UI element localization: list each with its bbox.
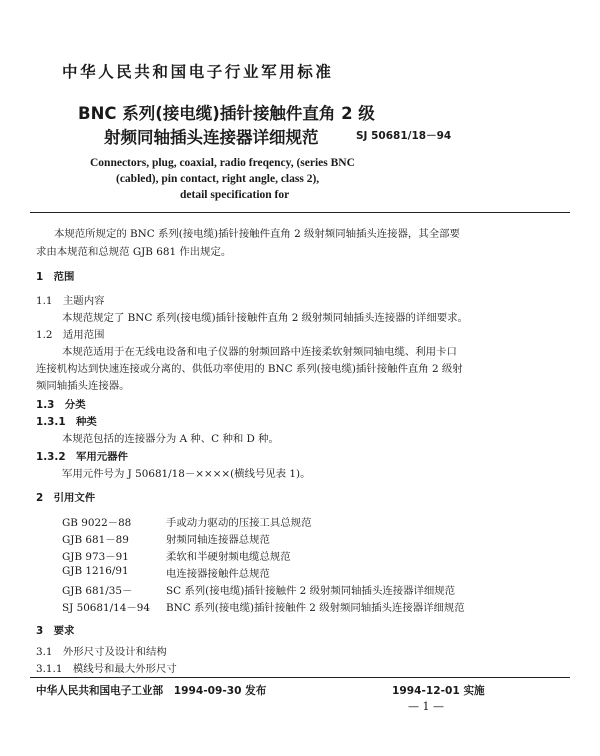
section-1-2-line-1: 本规范适用于在无线电设备和电子仪器的射频回路中连接柔软射频同轴电缆、利用卡口 [62,346,457,358]
ref-title: 手或动力驱动的压接工具总规范 [166,517,312,529]
intro-line-1: 本规范所规定的 BNC 系列(接电缆)插针接触件直角 2 级射频同轴插头连接器，其全部要 [54,228,460,240]
section-1-1-text: 本规范规定了 BNC 系列(接电缆)插针接触件直角 2 级射频同轴插头连接器的详细要求。 [62,312,468,324]
ref-code: GJB 681/35－ [62,585,133,597]
ref-title: 电连接器接触件总规范 [166,568,270,580]
standard-code: SJ 50681/18－94 [356,130,452,142]
section-1-3-1-text: 本规范包括的连接器分为 A 种、C 种和 D 种。 [62,433,279,445]
english-title-line-2: (cabled), pin contact, right angle, class 2), [116,173,320,185]
title-line-2: 射频同轴插头连接器详细规范 [104,128,319,147]
bottom-divider [30,677,570,678]
intro-line-2: 求由本规范和总规范 GJB 681 作出规定。 [36,246,232,258]
ref-code: GJB 1216/91 [62,565,129,577]
top-divider [30,212,570,213]
section-3-1-heading: 3.1 外形尺寸及设计和结构 [36,646,167,658]
issue-date: 中华人民共和国电子工业部 1994-09-30 发布 [36,685,267,697]
industry-standard-header: 中华人民共和国电子行业军用标准 [62,63,334,81]
section-1-2-line-2: 连接机构达到快速连接或分离的、供低功率使用的 BNC 系列(接电缆)插针接触件直角 2 级射 [36,363,463,375]
section-1-3-2-text: 军用元件号为 J 50681/18－××××(横线号见表 1)。 [62,468,311,480]
ref-title: SC 系列(接电缆)插针接触件 2 级射频同轴插头连接器详细规范 [166,585,456,597]
section-3-1-1-heading: 3.1.1 模线号和最大外形尺寸 [36,663,177,675]
ref-code: SJ 50681/14－94 [62,602,150,614]
ref-code: GB 9022－88 [62,517,132,529]
title-line-1: BNC 系列(接电缆)插针接触件直角 2 级 [78,104,375,123]
section-1-1-heading: 1.1 主题内容 [36,295,105,307]
page-number: — 1 — [408,700,444,713]
section-1-2-line-3: 频同轴插头连接器。 [36,380,130,392]
ref-code: GJB 973－91 [62,551,129,563]
effective-date: 1994-12-01 实施 [392,685,485,697]
section-1-3-heading: 1.3 分类 [36,399,86,411]
ref-title: 柔软和半硬射频电缆总规范 [166,551,291,563]
ref-code: GJB 681－89 [62,534,129,546]
section-1-heading: 1 范围 [36,271,75,283]
english-title-line-3: detail specification for [180,189,290,201]
ref-title: 射频同轴连接器总规范 [166,534,270,546]
english-title-line-1: Connectors, plug, coaxial, radio freqency, (series BNC [90,157,355,169]
section-3-heading: 3 要求 [36,625,75,637]
ref-title: BNC 系列(接电缆)插针接触件 2 级射频同轴插头连接器详细规范 [166,602,465,614]
section-2-heading: 2 引用文件 [36,492,96,504]
section-1-2-heading: 1.2 适用范围 [36,329,105,341]
section-1-3-1-heading: 1.3.1 种类 [36,416,97,428]
section-1-3-2-heading: 1.3.2 军用元器件 [36,451,128,463]
